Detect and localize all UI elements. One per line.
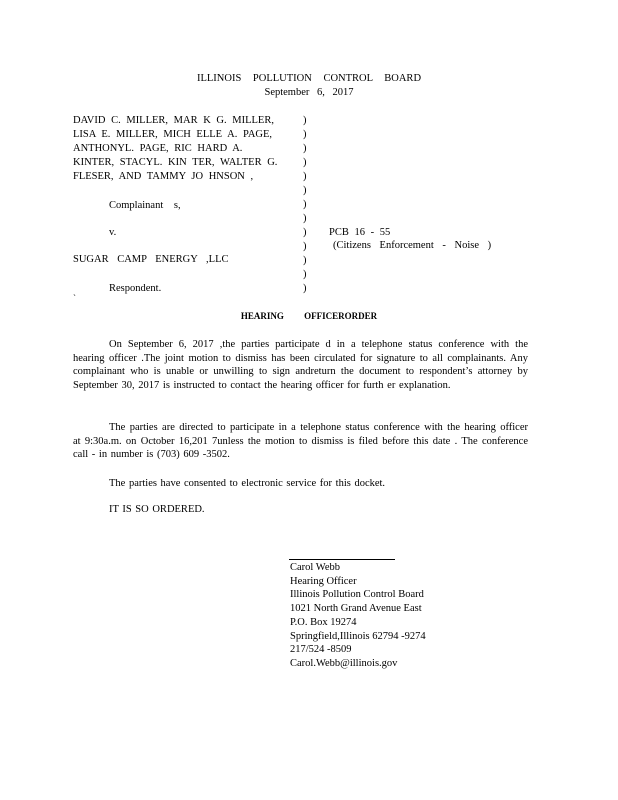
signer-name: Carol Webb — [290, 562, 340, 573]
order-title: HEARING OFFICERORDER — [240, 311, 378, 321]
caption-paren: ) — [303, 157, 307, 168]
caption-paren: ) — [303, 213, 307, 224]
caption-paren: ) — [303, 143, 307, 154]
case-type: (Citizens Enforcement - Noise ) — [333, 240, 492, 251]
body-paragraph: On September 6, 2017 ,the parties participate d in a telephone status conference with the hearing officer .The joint motion to dismiss has been circulated for signature to all complainants. Any complainant who is unable or unwilling to sign andreturn the document to respondent’s attorney by September 30, 2017 is instructed to contact the hearing officer for furth er explanation. — [73, 339, 528, 391]
respondent-label: Respondent. — [109, 283, 162, 294]
signer-street: 1021 North Grand Avenue East — [290, 603, 422, 615]
signature-line — [289, 559, 395, 560]
order-date: September 6, 2017 — [264, 87, 354, 98]
respondent-name: SUGAR CAMP ENERGY ,LLC — [73, 254, 229, 265]
caption-paren: ) — [303, 283, 307, 294]
caption-paren: ) — [303, 199, 307, 210]
caption-paren: ) — [303, 255, 307, 266]
signature-block — [290, 561, 426, 671]
signer-email: Carol.Webb@illinois.gov — [290, 657, 398, 669]
caption-paren: ) — [303, 171, 307, 182]
complainant-line: KINTER, STACYL. KIN TER, WALTER G. — [73, 157, 278, 168]
complainant-line: FLESER, AND TAMMY JO HNSON , — [73, 171, 254, 182]
closing-statement: IT IS SO ORDERED. — [109, 504, 205, 515]
complainant-line: LISA E. MILLER, MICH ELLE A. PAGE, — [73, 129, 273, 140]
signer-org: Illinois Pollution Control Board — [290, 589, 424, 601]
board-heading: ILLINOIS POLLUTION CONTROL BOARD — [196, 73, 422, 84]
complainant-line: DAVID C. MILLER, MAR K G. MILLER, — [73, 115, 274, 126]
body-paragraph: The parties have consented to electronic service for this docket. — [109, 478, 386, 489]
signer-city: Springfield,Illinois 62794 -9274 — [290, 630, 426, 642]
versus-label: v. — [109, 227, 117, 238]
caption-paren: ) — [303, 129, 307, 140]
caption-paren: ) — [303, 185, 307, 196]
complainant-line: ANTHONYL. PAGE, RIC HARD A. — [73, 143, 243, 154]
complainants-label: Complainant s, — [109, 200, 181, 211]
signer-title: Hearing Officer — [290, 575, 357, 587]
caption-paren: ) — [303, 241, 307, 252]
body-paragraph: The parties are directed to participate in a telephone status conference with the hearing officer at 9:30a.m. on October 16,201 7unless the motion to dismiss is filed before this date . The conference call - in number is (703) 609 -3502. — [73, 422, 528, 461]
caption-paren: ) — [303, 115, 307, 126]
stray-mark: ` — [73, 293, 76, 303]
caption-paren: ) — [303, 269, 307, 280]
signer-phone: 217/524 -8509 — [290, 644, 352, 656]
case-number: PCB 16 - 55 — [329, 227, 391, 238]
caption-paren: ) — [303, 227, 307, 238]
signer-po-box: P.O. Box 19274 — [290, 616, 357, 628]
